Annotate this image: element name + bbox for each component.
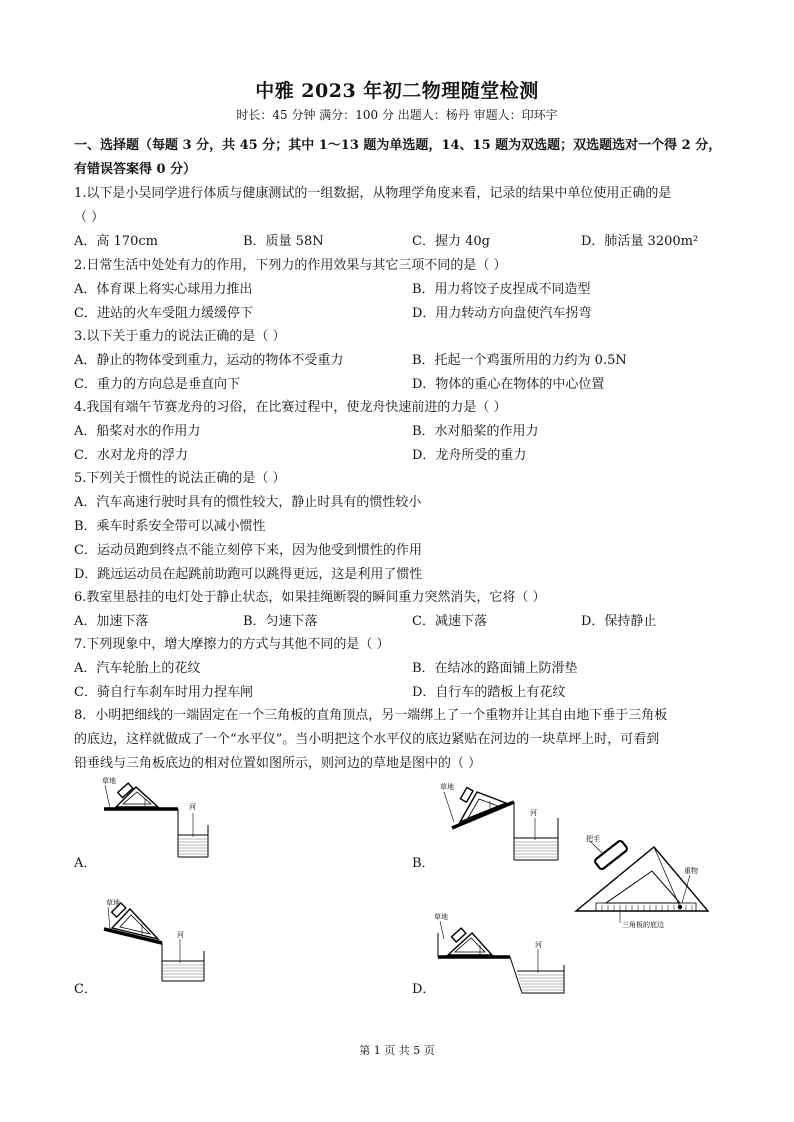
handle-label: 把手 <box>586 835 600 843</box>
grass-label: 草地 <box>434 913 448 921</box>
q3-option-c: C．重力的方向总是垂直向下 <box>74 377 240 392</box>
q7-option-a: A．汽车轮胎上的花纹 <box>74 661 201 676</box>
q4-stem: 4.我国有端午节赛龙舟的习俗，在比赛过程中，使龙舟快速前进的力是（ ） <box>74 400 507 415</box>
q3-option-a: A．静止的物体受到重力，运动的物体不受重力 <box>74 353 344 368</box>
q6-option-c: C．减速下落 <box>412 614 487 629</box>
grass-label: 草地 <box>102 777 116 785</box>
q8-option-a: A． <box>74 856 97 871</box>
grass-label: 草地 <box>106 899 120 907</box>
level-instrument-diagram <box>572 835 712 935</box>
q5-option-a: A．汽车高速行驶时具有的惯性较大，静止时具有的惯性较小 <box>74 495 422 510</box>
q1-option-a: A．高 170cm <box>74 234 158 249</box>
q2-stem: 2.日常生活中处处有力的作用，下列力的作用效果与其它三项不同的是（ ） <box>74 258 507 273</box>
q2-option-b: B．用力将饺子皮捏成不同造型 <box>412 282 591 297</box>
river-label: 河 <box>530 809 537 817</box>
q7-stem: 7.下列现象中，增大摩擦力的方式与其他不同的是（ ） <box>74 637 390 652</box>
q5-option-d: D．跳远运动员在起跳前助跑可以跳得更远，这是利用了惯性 <box>74 567 423 582</box>
exam-meta: 时长：45 分钟 满分：100 分 出题人：杨丹 审题人：印环宇 <box>236 108 558 122</box>
q1-option-d: D．肺活量 3200m² <box>581 234 699 249</box>
q1-option-b: B．质量 58N <box>243 234 324 249</box>
q7-option-c: C．骑自行车刹车时用力捏车闸 <box>74 685 253 700</box>
grass-label: 草地 <box>440 783 454 791</box>
river-label: 河 <box>177 931 184 939</box>
q8-option-b: B． <box>412 856 435 871</box>
q4-option-d: D．龙舟所受的重力 <box>412 448 527 463</box>
q2-option-d: D．用力转动方向盘使汽车拐弯 <box>412 306 592 321</box>
q4-option-a: A．船桨对水的作用力 <box>74 424 201 439</box>
page-footer: 第 1 页 共 5 页 <box>359 1044 435 1057</box>
q5-option-c: C．运动员跑到终点不能立刻停下来，因为他受到惯性的作用 <box>74 543 422 558</box>
q6-stem: 6.教室里悬挂的电灯处于静止状态，如果挂绳断裂的瞬间重力突然消失，它将（ ） <box>74 590 546 605</box>
q8-stem: 8．小明把细线的一端固定在一个三角板的直角顶点，另一端绑上了一个重物并让其自由地下垂于三角板 <box>74 708 668 723</box>
q8-diagram-d <box>432 905 572 1000</box>
q8-stem-cont2: 铅垂线与三角板底边的相对位置如图所示，则河边的草地是图中的（ ） <box>74 756 482 771</box>
weight-label: 重物 <box>684 867 698 875</box>
q8-option-c: C． <box>74 982 97 997</box>
q7-option-d: D．自行车的踏板上有花纹 <box>412 685 566 700</box>
base-edge-label: 三角板的底边 <box>622 921 664 929</box>
q1-stem: 1.以下是小吴同学进行体质与健康测试的一组数据，从物理学角度来看，记录的结果中单位使用正确的是 <box>74 186 672 201</box>
q8-diagram-a <box>100 775 210 860</box>
q4-option-b: B．水对船桨的作用力 <box>412 424 539 439</box>
q1-stem-cont: （ ） <box>74 210 105 225</box>
q3-stem: 3.以下关于重力的说法正确的是（ ） <box>74 329 286 344</box>
q3-option-d: D．物体的重心在物体的中心位置 <box>412 377 605 392</box>
q6-option-a: A．加速下落 <box>74 614 149 629</box>
q6-option-b: B．匀速下落 <box>243 614 318 629</box>
river-label: 河 <box>535 941 542 949</box>
q1-option-c: C．握力 40g <box>412 234 490 249</box>
river-label: 河 <box>189 803 196 811</box>
section-heading: 一、选择题（每题 3 分，共 45 分；其中 1～13 题为单选题，14、15 题为双选题；双选题选对一个得 2 分， <box>74 138 722 153</box>
q4-option-c: C．水对龙舟的浮力 <box>74 448 188 463</box>
section-heading-cont: 有错误答案得 0 分） <box>74 162 197 177</box>
q8-diagram-b <box>432 778 562 863</box>
q6-option-d: D．保持静止 <box>581 614 657 629</box>
q5-stem: 5.下列关于惯性的说法正确的是（ ） <box>74 471 286 486</box>
q5-option-b: B．乘车时系安全带可以减小惯性 <box>74 519 266 534</box>
q8-stem-cont: 的底边，这样就做成了一个“水平仪”。当小明把这个水平仪的底边紧贴在河边的一块草坪上时，可看到 <box>74 732 660 747</box>
q8-diagram-c <box>100 895 210 985</box>
q2-option-a: A．体育课上将实心球用力推出 <box>74 282 253 297</box>
q7-option-b: B．在结冰的路面铺上防滑垫 <box>412 661 578 676</box>
q2-option-c: C．进站的火车受阻力缓缓停下 <box>74 306 253 321</box>
q8-option-d: D． <box>412 982 436 997</box>
page-title: 中雅 2023 年初二物理随堂检测 <box>255 80 539 102</box>
q3-option-b: B．托起一个鸡蛋所用的力约为 0.5N <box>412 353 627 368</box>
